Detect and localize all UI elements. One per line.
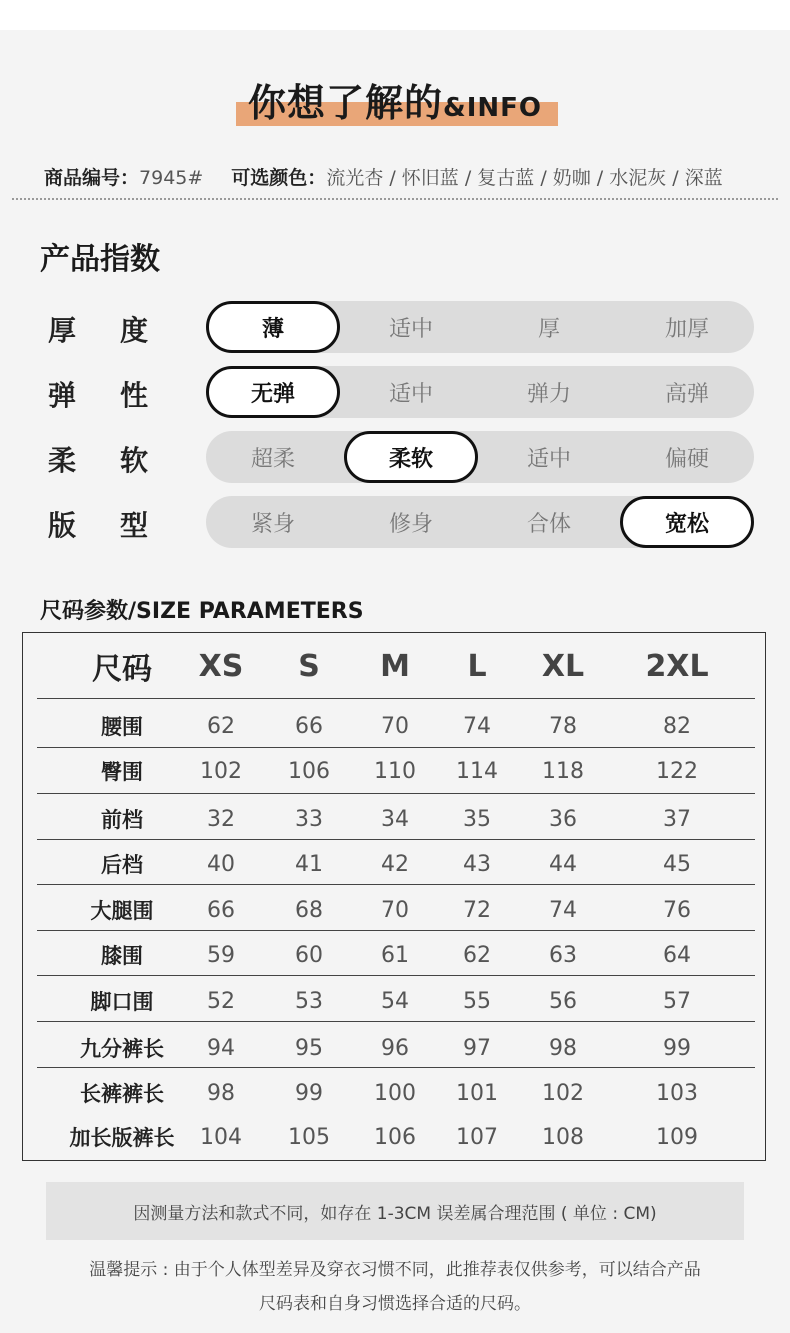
index-option: 适中 — [388, 316, 433, 342]
table-cell: 72 — [463, 897, 491, 923]
table-cell: 96 — [381, 1035, 409, 1061]
table-cell: 107 — [456, 1124, 498, 1150]
table-cell: 43 — [463, 851, 491, 877]
index-option-selected: 柔软 — [344, 431, 478, 483]
table-cell: 45 — [663, 851, 691, 877]
table-cell: 55 — [463, 988, 491, 1014]
header-size-xl: XL — [541, 648, 585, 684]
index-option-selected: 无弹 — [206, 366, 340, 418]
header-title — [0, 72, 790, 127]
row-label: 臀围 — [101, 760, 143, 784]
table-row — [23, 703, 741, 749]
dotted-divider — [12, 198, 778, 200]
table-cell: 64 — [663, 942, 691, 968]
index-option: 适中 — [388, 381, 433, 407]
table-cell: 52 — [207, 988, 235, 1014]
index-track — [206, 366, 754, 418]
index-option: 厚 — [537, 316, 560, 342]
index-option: 加厚 — [664, 316, 709, 342]
table-cell: 99 — [663, 1035, 691, 1061]
table-cell: 109 — [656, 1124, 698, 1150]
index-option: 偏硬 — [664, 446, 709, 472]
table-cell: 78 — [549, 713, 577, 739]
table-cell: 82 — [663, 713, 691, 739]
table-cell: 44 — [549, 851, 577, 877]
table-cell: 63 — [549, 942, 577, 968]
table-cell: 40 — [207, 851, 235, 877]
table-cell: 61 — [381, 942, 409, 968]
table-cell: 66 — [295, 713, 323, 739]
table-cell: 60 — [295, 942, 323, 968]
table-cell: 66 — [207, 897, 235, 923]
header-size-m: M — [380, 648, 410, 684]
index-track — [206, 496, 754, 548]
table-cell: 106 — [288, 758, 330, 784]
index-row — [0, 431, 790, 483]
table-cell: 53 — [295, 988, 323, 1014]
table-cell: 98 — [207, 1080, 235, 1106]
table-cell: 70 — [381, 713, 409, 739]
index-label-char: 柔 — [48, 444, 77, 477]
table-cell: 102 — [200, 758, 242, 784]
index-label-char: 弹 — [48, 379, 77, 412]
table-cell: 56 — [549, 988, 577, 1014]
table-cell: 114 — [456, 758, 498, 784]
table-row — [23, 1025, 741, 1071]
index-option: 合体 — [526, 511, 571, 537]
index-label-char: 软 — [119, 444, 148, 477]
index-option: 适中 — [526, 446, 571, 472]
table-row — [23, 1114, 741, 1160]
product-code-value: 7945# — [139, 167, 204, 189]
table-cell: 100 — [374, 1080, 416, 1106]
table-cell: 95 — [295, 1035, 323, 1061]
header-size-xs: XS — [198, 648, 244, 684]
index-row — [0, 366, 790, 418]
table-row — [23, 978, 741, 1024]
table-cell: 70 — [381, 897, 409, 923]
index-row-label — [48, 374, 148, 414]
row-label: 腰围 — [101, 715, 143, 739]
index-row-label — [48, 439, 148, 479]
table-cell: 68 — [295, 897, 323, 923]
table-cell: 98 — [549, 1035, 577, 1061]
index-track — [206, 431, 754, 483]
measurement-note: 因测量方法和款式不同，如存在 1-3CM 误差属合理范围 ( 单位 : CM) — [46, 1182, 744, 1240]
product-index-title: 产品指数 — [40, 242, 160, 277]
index-option-selected: 薄 — [206, 301, 340, 353]
header-title-en: &INFO — [443, 93, 542, 123]
table-cell: 105 — [288, 1124, 330, 1150]
index-row — [0, 301, 790, 353]
index-label-char: 度 — [119, 314, 148, 347]
table-cell: 42 — [381, 851, 409, 877]
table-rule — [37, 698, 755, 699]
table-cell: 36 — [549, 806, 577, 832]
index-track — [206, 301, 754, 353]
table-row — [23, 1070, 741, 1116]
tip-line-2: 尺码表和自身习惯选择合适的尺码。 — [259, 1294, 531, 1314]
index-row-label — [48, 504, 148, 544]
table-cell: 97 — [463, 1035, 491, 1061]
row-label: 前档 — [101, 808, 143, 832]
size-table — [22, 632, 766, 1161]
index-option: 修身 — [388, 511, 433, 537]
table-row — [23, 932, 741, 978]
table-cell: 94 — [207, 1035, 235, 1061]
header-title-cn: 你想了解的 — [248, 81, 444, 125]
product-info-line — [44, 163, 723, 190]
table-cell: 103 — [656, 1080, 698, 1106]
table-cell: 122 — [656, 758, 698, 784]
row-label: 九分裤长 — [80, 1037, 164, 1061]
table-cell: 104 — [200, 1124, 242, 1150]
table-cell: 59 — [207, 942, 235, 968]
table-row — [23, 796, 741, 842]
product-code-label: 商品编号： — [44, 167, 140, 189]
header-size-s: S — [298, 648, 320, 684]
tip-line-1: 温馨提示 : 由于个人体型差异及穿衣习惯不同，此推荐表仅供参考，可以结合产品 — [89, 1260, 701, 1280]
index-label-char: 型 — [119, 509, 148, 542]
table-cell: 62 — [207, 713, 235, 739]
table-cell: 101 — [456, 1080, 498, 1106]
table-cell: 35 — [463, 806, 491, 832]
table-cell: 76 — [663, 897, 691, 923]
row-label: 加长版裤长 — [69, 1126, 175, 1150]
header-size-label: 尺码 — [92, 652, 152, 687]
index-option: 超柔 — [250, 446, 295, 472]
table-row — [23, 748, 741, 794]
table-cell: 57 — [663, 988, 691, 1014]
table-cell: 32 — [207, 806, 235, 832]
size-parameters-title: 尺码参数/SIZE PARAMETERS — [40, 599, 364, 624]
index-option: 紧身 — [250, 511, 295, 537]
table-cell: 74 — [549, 897, 577, 923]
color-label: 可选颜色： — [231, 167, 327, 189]
color-options: 流光杏 / 怀旧蓝 / 复古蓝 / 奶咖 / 水泥灰 / 深蓝 — [326, 167, 723, 189]
table-cell: 102 — [542, 1080, 584, 1106]
index-label-char: 版 — [48, 509, 77, 542]
size-table-header — [23, 633, 741, 699]
info-header — [0, 72, 790, 132]
index-option: 高弹 — [664, 381, 709, 407]
table-cell: 118 — [542, 758, 584, 784]
table-cell: 34 — [381, 806, 409, 832]
table-row — [23, 841, 741, 887]
row-label: 膝围 — [101, 944, 143, 968]
index-option: 弹力 — [526, 381, 571, 407]
table-cell: 106 — [374, 1124, 416, 1150]
row-label: 大腿围 — [90, 899, 154, 923]
table-cell: 99 — [295, 1080, 323, 1106]
header-size-2xl: 2XL — [645, 648, 709, 684]
table-cell: 33 — [295, 806, 323, 832]
row-label: 脚口围 — [90, 990, 154, 1014]
index-row — [0, 496, 790, 548]
index-option-selected: 宽松 — [620, 496, 754, 548]
table-cell: 110 — [374, 758, 416, 784]
index-label-char: 厚 — [48, 314, 77, 347]
row-label: 长裤裤长 — [80, 1082, 164, 1106]
table-cell: 54 — [381, 988, 409, 1014]
header-size-l: L — [467, 648, 487, 684]
index-row-label — [48, 309, 148, 349]
table-cell: 41 — [295, 851, 323, 877]
table-cell: 108 — [542, 1124, 584, 1150]
row-label: 后档 — [101, 853, 143, 877]
table-row — [23, 887, 741, 933]
table-cell: 37 — [663, 806, 691, 832]
index-label-char: 性 — [119, 379, 148, 412]
table-cell: 62 — [463, 942, 491, 968]
top-strip — [0, 0, 790, 30]
table-cell: 74 — [463, 713, 491, 739]
